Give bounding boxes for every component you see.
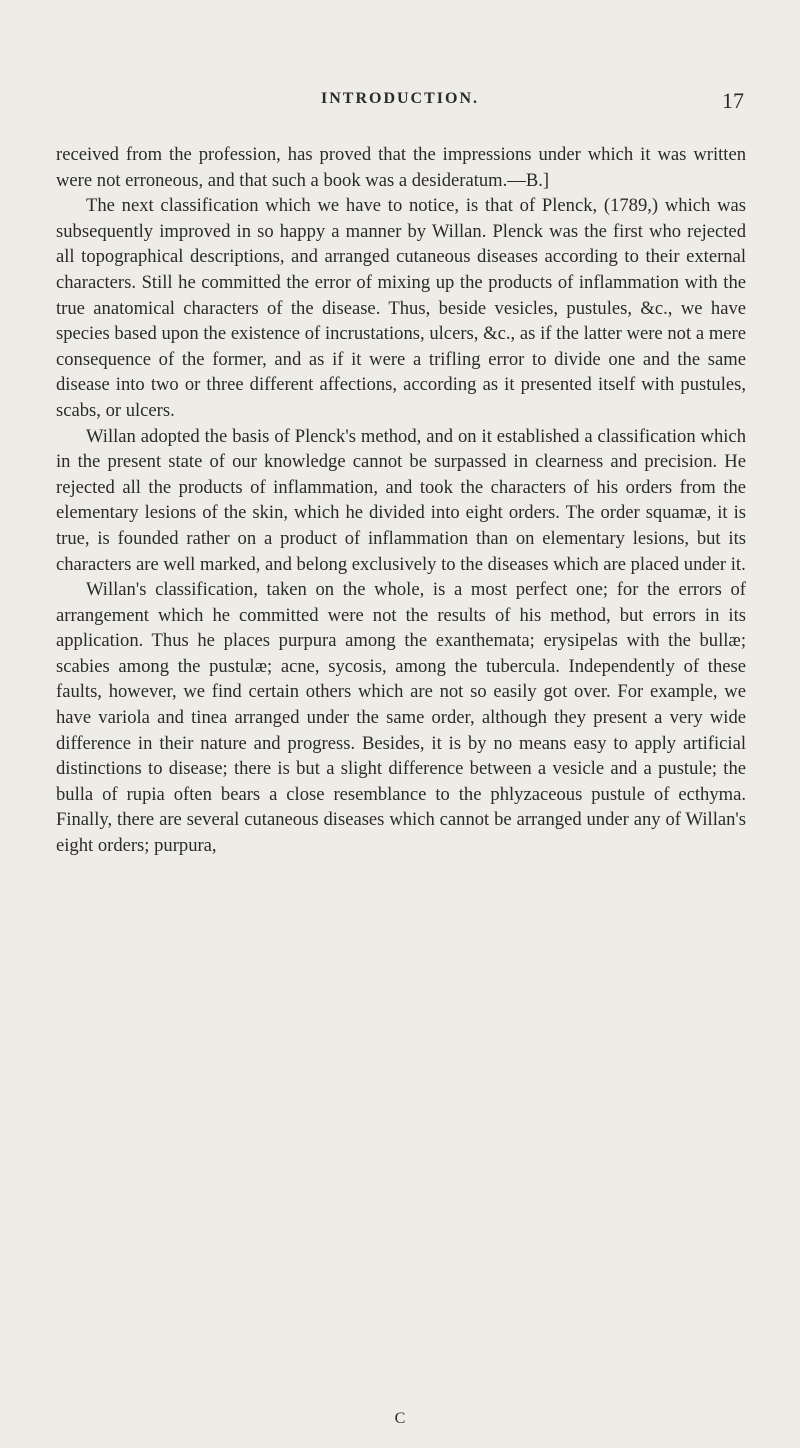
paragraph: Willan adopted the basis of Plenck's method, and on it established a classification which in the present state of our knowledge cannot be surpassed in clearness and precision. He rejected all the products of inflammation, and took the characters of his orders from the elementary lesions of the skin, which he divided into eight orders. The order squamæ, it is true, is founded rather on a product of inflammation than on elementary lesions, but its characters are well marked, and belong exclusively to the diseases which are placed under it.: [56, 425, 746, 575]
signature-mark: C: [394, 1410, 406, 1427]
page-header: [0, 90, 800, 118]
page-number: 17: [722, 88, 744, 113]
paragraph: Willan's classification, taken on the whole, is a most perfect one; for the errors of arrangement which he committed were not the results of his method, but errors in its application. Thus he places purpura among the exanthemata; erysipelas with the bullæ; scabies among the pustulæ; acne, sycosis, among the tubercula. Independently of these faults, however, we find certain others which are not so easily got over. For example, we have variola and tinea arranged under the same order, although they present a very wide difference in their nature and progress. Besides, it is by no means easy to apply artificial distinctions to disease; there is but a slight difference between a vesicle and a pustule; the bulla of rupia often bears a close resemblance to the phlyzaceous pustule of ecthyma. Finally, there are several cutaneous diseases which cannot be arranged under any of Willan's eight orders; purpura,: [56, 579, 746, 857]
paragraph: received from the profession, has proved that the impressions under which it was written were not erroneous, and that such a book was a desideratum.—B.]: [56, 144, 746, 191]
paragraph: The next classification which we have to notice, is that of Plenck, (1789,) which was subsequently improved in so happy a manner by Willan. Plenck was the first who rejected all topographical descriptions, and arranged cutaneous diseases according to their external characters. Still he committed the error of mixing up the products of inflammation with the true anatomical characters of the disease. Thus, beside vesicles, pustules, &c., we have species based upon the existence of incrustations, ulcers, &c., as if the latter were not a mere consequence of the former, and as if it were a trifling error to divide one and the same disease into two or three different affections, according as it presented itself with pustules, scabs, or ulcers.: [56, 195, 746, 421]
running-title: INTRODUCTION.: [320, 90, 479, 107]
body-text: [56, 142, 746, 859]
